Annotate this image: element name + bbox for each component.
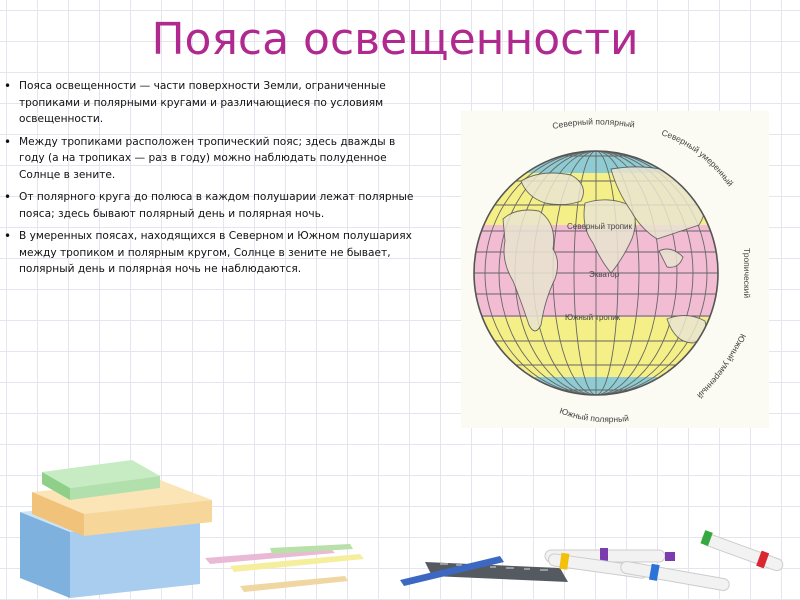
globe-illustration <box>461 111 769 428</box>
label-north-polar-belt: Северный полярный <box>551 116 636 131</box>
markers-icon <box>545 530 784 591</box>
label-north-temperate-belt: Северный умеренный <box>660 127 736 189</box>
stationery-decoration <box>0 440 800 600</box>
label-south-temperate-belt: Южный умеренный <box>695 332 749 401</box>
label-equator: Экватор <box>589 270 620 279</box>
illumination-belts-globe <box>461 111 769 428</box>
bullet-temperate-belts: • В умеренных поясах, находящихся в Северном и Южном полушариях между тропиком и полярным кругом, Солнце в зените не бывает, полярный день и полярная ночь не наблюдаются. <box>4 228 424 278</box>
book-stack-icon <box>20 460 212 598</box>
label-south-polar-belt: Южный полярный <box>558 405 630 425</box>
label-tropical-belt: Тропический <box>742 248 752 299</box>
bullet-polar-belts: • От полярного круга до полюса в каждом полушарии лежат полярные пояса; здесь бывают полярный день и полярная ночь. <box>4 189 424 222</box>
pencils-icon <box>205 544 364 592</box>
bullet-tropical-belt: • Между тропиками расположен тропический пояс; здесь дважды в году (а на тропиках — раз в году) можно наблюдать полуденное Солнце в зените. <box>4 134 424 184</box>
label-south-tropic: Южный тропик <box>565 313 621 322</box>
bullet-definition: • Пояса освещенности — части поверхности Земли, ограниченные тропиками и полярными кругами и различающиеся по условиям освещенности. <box>4 78 424 128</box>
label-north-tropic: Северный тропик <box>567 222 633 231</box>
slide-title: Пояса освещенности <box>151 14 639 65</box>
bullet-list <box>4 78 424 284</box>
